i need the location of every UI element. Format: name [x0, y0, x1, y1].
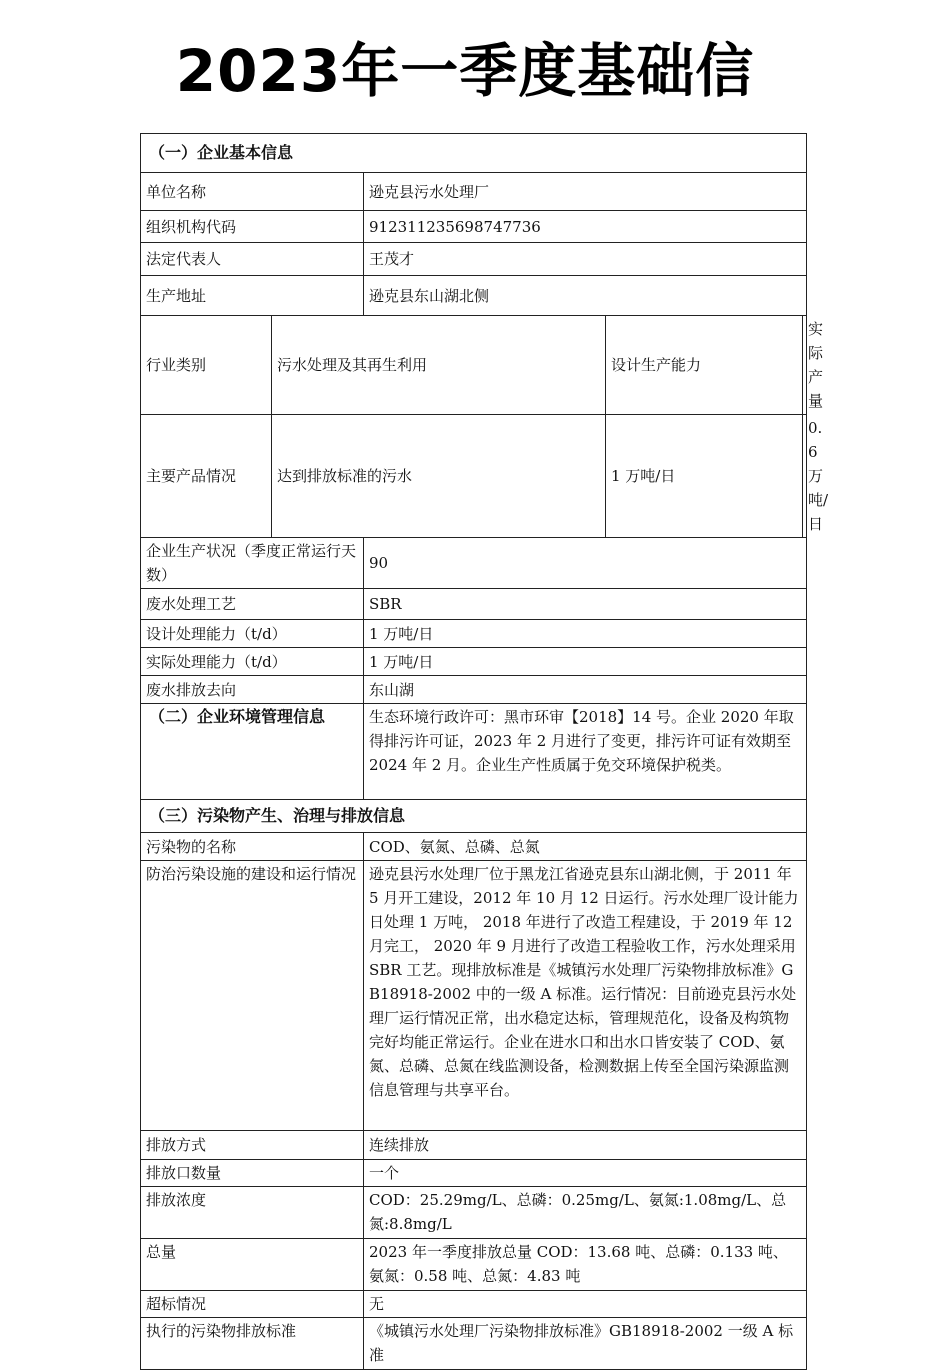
outlet-count-label: 排放口数量 [141, 1160, 364, 1187]
standard-value: 《城镇污水处理厂污染物排放标准》GB18918-2002 一级 A 标准 [364, 1318, 807, 1370]
env-mgmt-content: 生态环境行政许可：黑市环审【2018】14 号。企业 2020 年取得排污许可证，2023 年 2 月进行了变更，排污许可证有效期至 2024 年 2 月。企业生产性质属于免交环境保护税类。 [364, 704, 807, 800]
process-label: 废水处理工艺 [141, 589, 364, 620]
production-status-value: 90 [364, 538, 807, 589]
outlet-count-value: 一个 [364, 1160, 807, 1187]
facility-value: 逊克县污水处理厂位于黑龙江省逊克县东山湖北侧，于 2011 年 5 月开工建设，2012 年 10 月 12 日运行。污水处理厂设计能力日处理 1 万吨， 2018 年进行了改造工程建设，于 2019 年 12 月完工， 2020 年 9 月进行了改造工程验收工作，污水处理采用 SBR 工艺。现排放标准是《城镇污水处理厂污染物排放标准》GB18918-2002 中的一级 A 标准。运行情况：目前逊克县污水处理厂运行情况正常，出水稳定达标，管理规范化，设备及构筑物完好均能正常运行。企业在进水口和出水口皆安装了 COD、氨氮、总磷、总氮在线监测设备，检测数据上传至全国污染源监测信息管理与共享平台。 [364, 861, 807, 1131]
design-capacity-value: 1 万吨/日 [606, 415, 803, 537]
info-table [140, 133, 829, 1370]
section-heading-env-mgmt: （二）企业环境管理信息 [141, 704, 364, 800]
address-value: 逊克县东山湖北侧 [364, 276, 807, 316]
concentration-label: 排放浓度 [141, 1187, 364, 1239]
industry-value: 污水处理及其再生利用 [272, 316, 606, 415]
design-capacity-label: 设计生产能力 [606, 316, 803, 414]
legal-rep-label: 法定代表人 [141, 243, 364, 276]
total-label: 总量 [141, 1239, 364, 1291]
actual-output-value: 0.6 万吨/日 [808, 419, 829, 533]
exceed-value: 无 [364, 1291, 807, 1318]
discharge-method-value: 连续排放 [364, 1131, 807, 1160]
standard-label: 执行的污染物排放标准 [141, 1318, 364, 1370]
discharge-dest-value: 东山湖 [364, 676, 807, 704]
address-label: 生产地址 [141, 276, 364, 316]
discharge-method-label: 排放方式 [141, 1131, 364, 1160]
design-treat-value: 1 万吨/日 [364, 620, 807, 648]
section-heading-basic-info: （一）企业基本信息 [141, 134, 807, 173]
actual-output-label: 实际产量 [808, 320, 824, 410]
total-value: 2023 年一季度排放总量 COD：13.68 吨、总磷：0.133 吨、氨氮：0.58 吨、总氮：4.83 吨 [364, 1239, 807, 1291]
facility-label: 防治污染设施的建设和运行情况 [141, 861, 364, 1131]
discharge-dest-label: 废水排放去向 [141, 676, 364, 704]
actual-treat-label: 实际处理能力（t/d） [141, 648, 364, 676]
concentration-value: COD：25.29mg/L、总磷：0.25mg/L、氨氮:1.08mg/L、总氮:8.8mg/L [364, 1187, 807, 1239]
page-title: 2023年一季度基础信 [175, 37, 755, 105]
production-status-label: 企业生产状况（季度正常运行天数） [141, 538, 364, 589]
industry-label: 行业类别 [141, 316, 272, 415]
pollutant-label: 污染物的名称 [141, 833, 364, 861]
product-value: 达到排放标准的污水 [272, 415, 606, 538]
company-name-value: 逊克县污水处理厂 [364, 173, 807, 211]
org-code-value: 912311235698747736 [364, 211, 807, 243]
pollutant-value: COD、氨氮、总磷、总氮 [364, 833, 807, 861]
legal-rep-value: 王茂才 [364, 243, 807, 276]
company-name-label: 单位名称 [141, 173, 364, 211]
section-heading-pollutants: （三）污染物产生、治理与排放信息 [141, 800, 807, 833]
design-treat-label: 设计处理能力（t/d） [141, 620, 364, 648]
org-code-label: 组织机构代码 [141, 211, 364, 243]
actual-treat-value: 1 万吨/日 [364, 648, 807, 676]
process-value: SBR [364, 589, 807, 620]
exceed-label: 超标情况 [141, 1291, 364, 1318]
product-label: 主要产品情况 [141, 415, 272, 538]
